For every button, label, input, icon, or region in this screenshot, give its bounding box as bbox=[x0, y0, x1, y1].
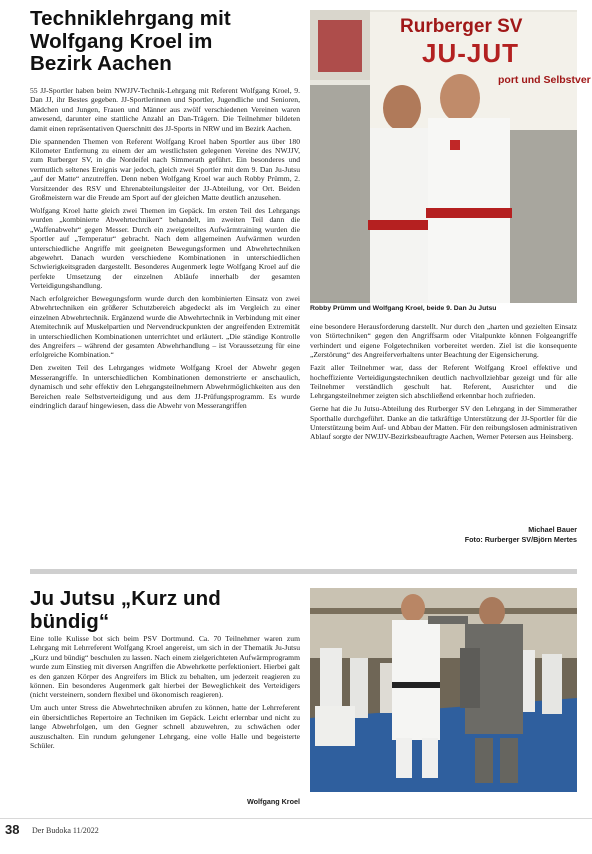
title-line: Wolfgang Kroel im bbox=[30, 29, 213, 53]
article-2-title bbox=[30, 588, 300, 633]
page-number: 38 bbox=[5, 822, 20, 837]
paragraph: Wolfgang Kroel hatte gleich zwei Themen im Gepäck. Im ersten Teil des Lehrgangs wurden „kombinierte Abwehrtechniken“ behandelt, im zweiten Teil dann die „Waffenabwehr“ gegen Messer. Durch ein zweigeteiltes Aufwärmtraining wurden die Sportler auf „Temperatur“ gebracht. Nach dem allgemeinen Aufwärmen wurden unterschiedliche Angriffe mit geeigneten Bewegungsformen und Abwehrtechniken abgewehrt. Danach wurden verschiedene Kombinationen in unterschiedlichen Schwierigkeitsgraden dargestellt. Besonderes Augenmerk legte Wolfgang Kroel auf die perfekte Umsetzung der einzelnen Abläufe innerhalb der gesamten Verteidigungshandlung. bbox=[30, 205, 300, 291]
article-1-column-1 bbox=[30, 86, 300, 414]
photo-instructors bbox=[310, 10, 591, 303]
paragraph: Den zweiten Teil des Lehrganges widmete Wolfgang Kroel der Abwehr gegen Messerangriffe. In unterschiedlichen Kombinationen demonstrierte er anschaulich, dynamisch und sehr effektiv den Lehrgangsteilnehmern Abwehrmöglichkeiten aus den Bereichen reale Selbstverteidigung und aus dem JJ-Prüfungsprogramm. Es wurde eindringlich darauf hingewiesen, dass die Abwehr von Messerangriffen bbox=[30, 363, 300, 410]
paragraph: Nach erfolgreicher Bewegungsform wurde durch den kombinierten Einsatz von zwei Abwehrtechniken ein größerer Schutzbereich abgedeckt als im Vergleich zu einer einzelnen Abwehrtechnik. Ergänzend wurde die Abwehrtechnik in Verbindung mit einer Atemitechnik auf Muskelpartien und Nervendruckpunkten der angreifenden Extremität in unterschiedlichen Kombinationen unterrichtet und erläutert. „Die ständige Kontrolle des Angreifers – während der gesamten Abwehrhandlung – ist Voraussetzung für eine erfolgreiche Kombination.“ bbox=[30, 294, 300, 360]
paragraph: 55 JJ-Sportler haben beim NWJJV-Technik-Lehrgang mit Referent Wolfgang Kroel, 9. Dan JJ, ihr Bestes gegeben. JJ-Sportlerinnen und Sportler, Jugendliche und Senioren, Mädchen und Jungen, Frauen und Männer aus zwölf verschiedenen Vereinen waren anwesend, darunter eine stattliche Anzahl an Dan-Trägern. Die Teilnehmer bildeten damit einen repräsentativen Querschnitt des JJ-Sports in NRW und im Bezirk Aachen. bbox=[30, 86, 300, 133]
paragraph: Die spannenden Themen von Referent Wolfgang Kroel haben Sportler aus über 180 Kilometer Entfernung zu einem der am westlichsten gelegenen Vereine des NWJJV, zum Rurberger SV, in die Nordeifel nach Simmerath geführt. Ein besonderes und vermutlich seltenes Ereignis war jedoch, gleich zwei Sportler mit dem 9. Dan Ju-Jutsu „auf der Matte“ anzutreffen. Denn neben Wolfgang Kroel war auch Robby Prümm, 2. Vorsitzender des RSV und Ehrenabteilungsleiter der JJ-Abteilung, vor Ort. Beiden Großmeistern war die Freude am Sport auf der gleichen Matte deutlich anzusehen. bbox=[30, 136, 300, 202]
banner-text-3: port und Selbstver bbox=[498, 74, 591, 86]
photo-caption: Robby Prümm und Wolfgang Kroel, beide 9. Dan Ju Jutsu bbox=[310, 305, 497, 312]
article-1-column-2 bbox=[310, 322, 577, 445]
footer-rule bbox=[0, 818, 592, 819]
author-credit: Michael Bauer bbox=[528, 525, 577, 534]
title-line: bündig“ bbox=[30, 609, 110, 633]
section-divider bbox=[30, 569, 577, 574]
paragraph: Um auch unter Stress die Abwehrtechniken abrufen zu können, hatte der Lehrreferent ein übersichtliches Repertoire an Techniken im Gepäck. Leicht erlernbar und nicht zu lange Abwehrfolgen, um den Gegner schnell abzuwehren, zu schwächen oder auszuschalten. Ein rundum gelungener Lehrgang, eine volle Halle und begeisterte Schüler. bbox=[30, 703, 300, 750]
title-line: Bezirk Aachen bbox=[30, 52, 172, 75]
paragraph: Gerne hat die Ju Jutsu-Abteilung des Rurberger SV den Lehrgang in der Simmerather Sporthalle durchgeführt. Danke an die tatkräftige Unterstützung der JJ-Sportler für die Unterstützung beim Auf- und Abbau der Matten. Für den reibungslosen administrativen Ablauf sorgte der NWJJV-Bezirksbeauftragte Aachen, Werner Petersen aus Heinsberg. bbox=[310, 404, 577, 442]
paragraph: Eine tolle Kulisse bot sich beim PSV Dortmund. Ca. 70 Teilnehmer waren zum Lehrgang mit Lehrreferent Wolfgang Kroel angereist, um sich in der Thematik Ju-Jutsu „Kurz und bündig“ beschulen zu lassen. Nach einem zielgerichteten Aufwärmprogramm wurde zum Einstieg mit diversen Angriffen die Abwehrkette perfektioniert. Hierbei galt es den ganzen Körper des Angreifers im Blick zu behalten, um jederzeit reagieren zu können. Ein besonderes Augenmerk galt hierbei der Beweglichkeit des Verteidigers (nicht versteinern, sondern flexibel und ökonomisch reagieren). bbox=[30, 634, 300, 700]
title-line: Ju Jutsu „Kurz und bbox=[30, 587, 221, 610]
author-credit: Wolfgang Kroel bbox=[247, 797, 300, 806]
title-line: Techniklehrgang mit bbox=[30, 7, 231, 30]
paragraph: Fazit aller Teilnehmer war, dass der Referent Wolfgang Kroel effektive und hocheffiziente Verteidigungstechniken deutlich nachvollziehbar gezeigt und für alle Teilnehmer verständlich geschult hat. Referent, Ausrichter und die Lehrgangsteilnehmer zeigten sich abschließend erkennbar hoch zufrieden. bbox=[310, 363, 577, 401]
photo-training-image bbox=[310, 588, 577, 792]
banner-text-2: JU-JUT bbox=[422, 38, 520, 68]
article-2-body bbox=[30, 634, 300, 754]
paragraph: eine besondere Herausforderung darstellt. Nur durch den „harten und gezielten Einsatz von Störtechniken“ gegen den Angriffsarm oder Vitalpunkte können Folgeangriffe verhindert und eigene Folgetechniken vorbereitet werden. Ziel ist die konsequente „Zerstörung“ des Angreiferverhaltens unter Beachtung der Eigensicherung. bbox=[310, 322, 577, 360]
magazine-issue: Der Budoka 11/2022 bbox=[32, 826, 99, 835]
banner-text-1: Rurberger SV bbox=[400, 16, 523, 37]
photo-credit: Foto: Rurberger SV/Björn Mertes bbox=[464, 535, 577, 544]
photo-training bbox=[310, 588, 577, 792]
article-1-title bbox=[30, 8, 300, 76]
